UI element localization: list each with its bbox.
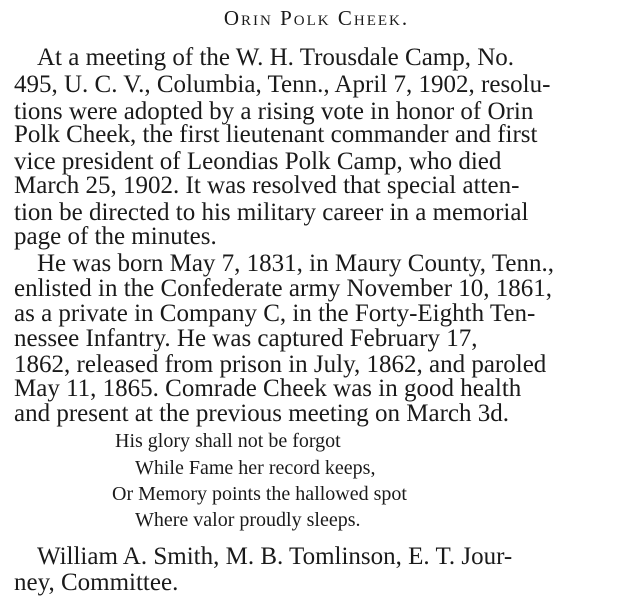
paragraph-1-line-7: tion be directed to his military career in a memorial — [14, 199, 529, 226]
paragraph-1-line-5: vice president of Leondias Polk Camp, who died — [14, 148, 502, 175]
paragraph-1-line-1: At a meeting of the W. H. Trousdale Camp, No. — [37, 44, 515, 71]
paragraph-2-line-6: May 11, 1865. Comrade Cheek was in good health — [14, 375, 522, 402]
paragraph-2-line-1: He was born May 7, 1831, in Maury County, Tenn., — [37, 250, 554, 277]
paragraph-1-line-6: March 25, 1902. It was resolved that special atten- — [14, 172, 520, 199]
paragraph-1-line-3: tions were adopted by a rising vote in honor of Orin — [14, 98, 534, 125]
paragraph-1-line-4: Polk Cheek, the first lieutenant commander and first — [14, 121, 538, 148]
poem-line-3: Or Memory points the hallowed spot — [112, 483, 407, 505]
article-title: Orin Polk Cheek. — [223, 6, 410, 30]
paragraph-2-line-3: as a private in Company C, in the Forty-Eighth Ten- — [14, 300, 536, 327]
paragraph-2-line-4: nessee Infantry. He was captured February 17, — [14, 325, 478, 352]
poem-line-2: While Fame her record keeps, — [135, 457, 376, 479]
paragraph-2-line-2: enlisted in the Confederate army November 10, 1861, — [14, 275, 553, 302]
signature-line-2: ney, Committee. — [14, 569, 179, 596]
paragraph-1-line-2: 495, U. C. V., Columbia, Tenn., April 7, 1902, resolu- — [14, 71, 551, 98]
paragraph-2-line-7: and present at the previous meeting on March 3d. — [14, 400, 509, 427]
signature-line-1: William A. Smith, M. B. Tomlinson, E. T. Jour- — [37, 543, 513, 570]
poem-line-4: Where valor proudly sleeps. — [135, 509, 361, 531]
poem-line-1: His glory shall not be forgot — [115, 430, 341, 452]
paragraph-1-line-8: page of the minutes. — [14, 223, 217, 250]
paragraph-2-line-5: 1862, released from prison in July, 1862, and paroled — [14, 351, 547, 378]
